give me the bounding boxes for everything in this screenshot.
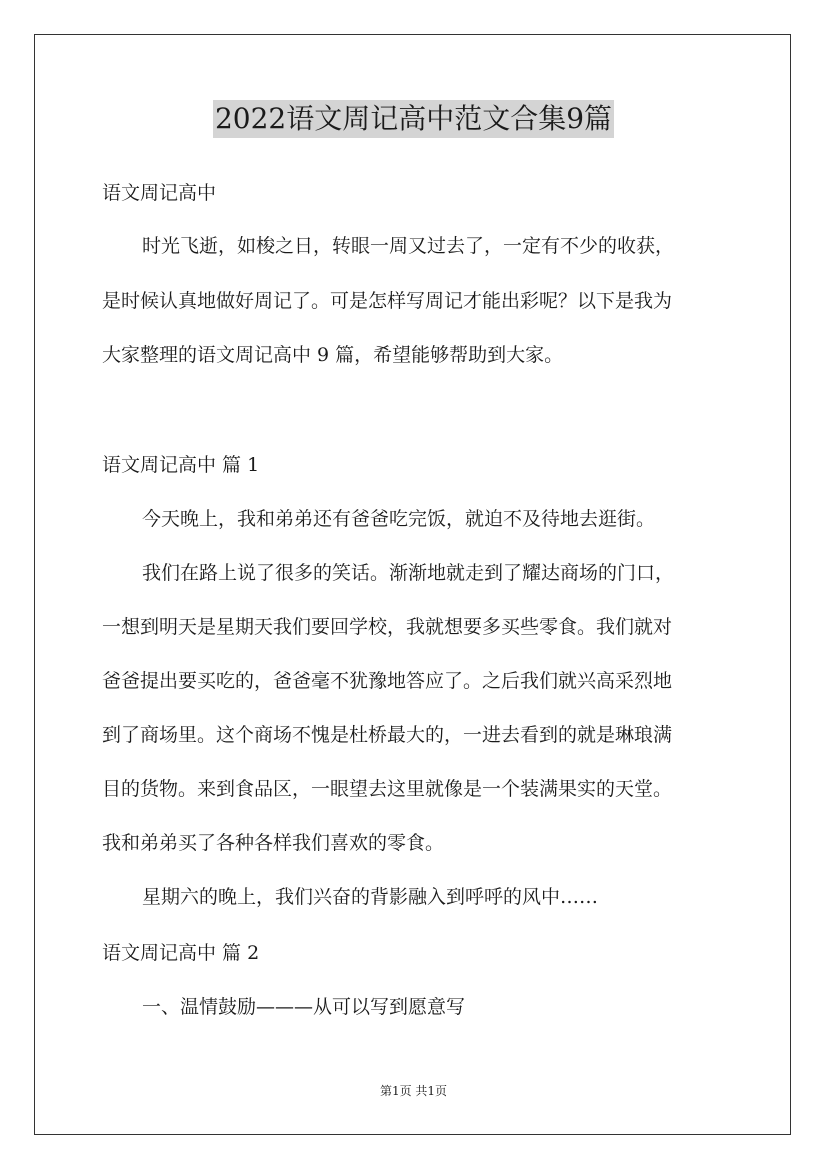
paragraph-line: 时光飞逝，如梭之日，转眼一周又过去了，一定有不少的收获， <box>142 235 675 257</box>
paragraph-line: 我和弟弟买了各种各样我们喜欢的零食。 <box>102 832 445 854</box>
paragraph-line: 是时候认真地做好周记了。可是怎样写周记才能出彩呢？以下是我为 <box>102 290 673 312</box>
paragraph-line: 一想到明天是星期天我们要回学校，我就想要多买些零食。我们就对 <box>102 616 673 638</box>
paragraph-line: 目的货物。来到食品区，一眼望去这里就像是一个装满果实的天堂。 <box>102 778 673 800</box>
paragraph-line: 星期六的晚上，我们兴奋的背影融入到呼呼的风中…… <box>142 886 599 908</box>
paragraph-line: 到了商场里。这个商场不愧是杜桥最大的，一进去看到的就是琳琅满 <box>102 724 673 746</box>
section-heading-intro: 语文周记高中 <box>102 182 217 204</box>
paragraph-line: 我们在路上说了很多的笑话。渐渐地就走到了耀达商场的门口， <box>142 562 675 584</box>
section-heading-1: 语文周记高中 篇 1 <box>102 454 260 476</box>
paragraph-line: 大家整理的语文周记高中 9 篇，希望能够帮助到大家。 <box>102 344 564 366</box>
title-container <box>0 100 827 138</box>
section-heading-2: 语文周记高中 篇 2 <box>102 942 260 964</box>
page-footer: 第1页 共1页 <box>379 1084 448 1098</box>
paragraph-line: 一、温情鼓励———从可以写到愿意写 <box>142 996 466 1018</box>
paragraph-line: 爸爸提出要买吃的，爸爸毫不犹豫地答应了。之后我们就兴高采烈地 <box>102 670 673 692</box>
paragraph-line: 今天晚上，我和弟弟还有爸爸吃完饭，就迫不及待地去逛街。 <box>142 508 656 530</box>
document-title: 2022语文周记高中范文合集9篇 <box>213 100 614 138</box>
